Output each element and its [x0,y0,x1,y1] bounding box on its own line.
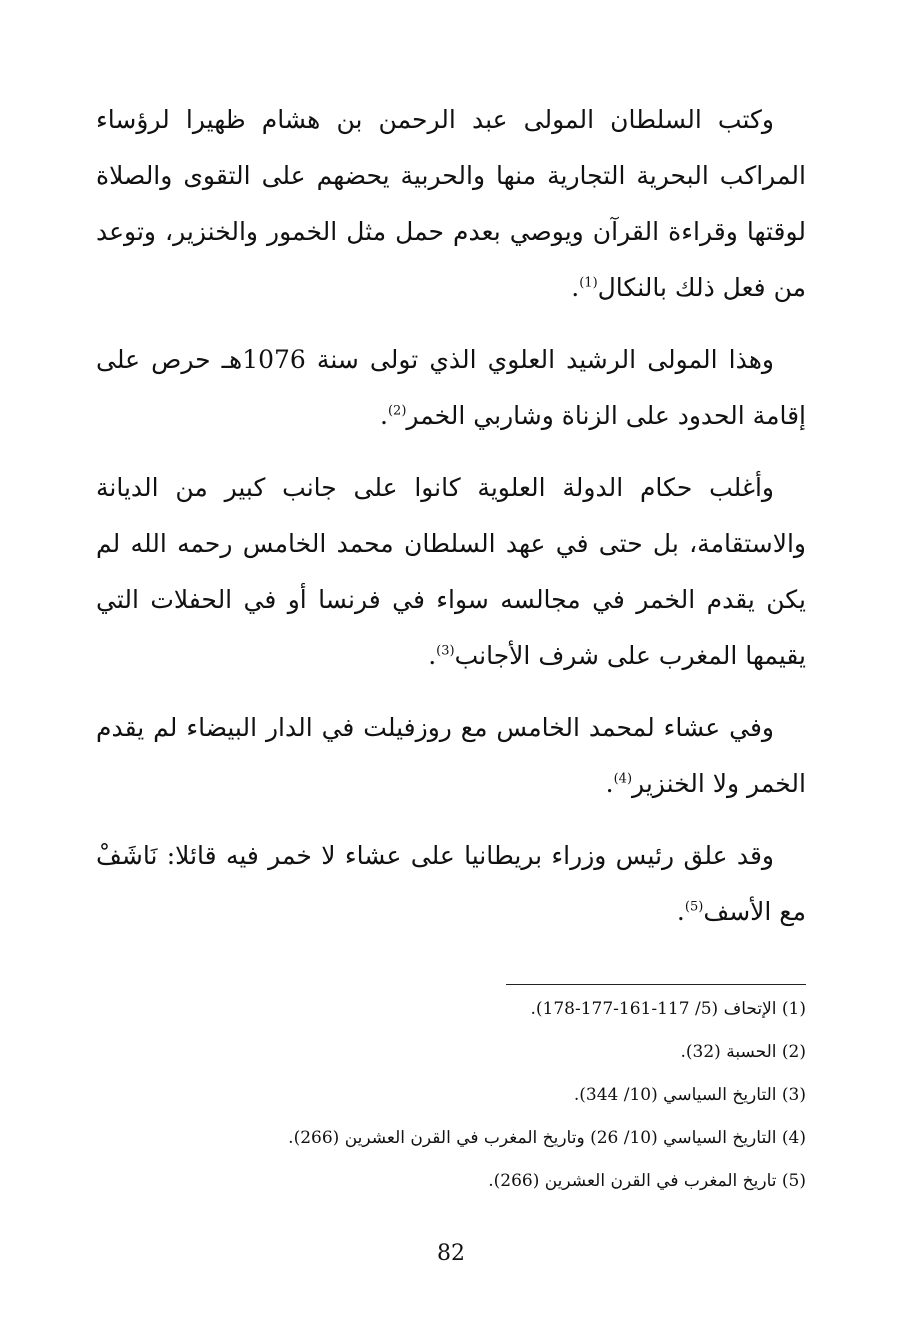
footnote-ref[interactable]: (1) [579,275,598,291]
paragraph-text: وفي عشاء لمحمد الخامس مع روزفيلت في الدار البيضاء لم يقدم الخمر ولا الخنزير [96,713,806,798]
footnotes [96,998,806,1213]
footnote-divider [506,984,806,985]
paragraph-end: . [428,641,437,670]
page-number: 82 [437,1241,465,1266]
paragraph-end: . [605,769,614,798]
paragraph [96,828,806,940]
paragraph-text: وكتب السلطان المولى عبد الرحمن بن هشام ظهيرا لرؤساء المراكب البحرية التجارية منها والحربية يحضهم على التقوى والصلاة لوقتها وقراءة القرآن ويوصي بعدم حمل مثل الخمور والخنزير، وتوعد من فعل ذلك بالنكال [96,105,806,302]
paragraph [96,700,806,812]
footnote-ref[interactable]: (5) [684,899,704,915]
footnote: (4) التاريخ السياسي (10/ 26) وتاريخ المغرب في القرن العشرين (266). [288,1128,806,1148]
footnote: (1) الإتحاف (5/ 117-161-177-178). [530,999,806,1019]
footnote: (5) تاريخ المغرب في القرن العشرين (266). [488,1171,806,1191]
paragraph-end: . [380,401,388,430]
paragraph [96,460,806,684]
paragraph-text: وقد علق رئيس وزراء بريطانيا على عشاء لا خمر فيه قائلا: نَاشَفْ مع الأسف [96,841,806,926]
footnote-ref[interactable]: (3) [436,643,455,659]
paragraph-end: . [676,897,685,926]
footnote-ref[interactable]: (2) [387,403,407,419]
main-text [96,92,806,956]
paragraph [96,92,806,316]
paragraph-text: وأغلب حكام الدولة العلوية كانوا على جانب كبير من الديانة والاستقامة، بل حتى في عهد السلطان محمد الخامس رحمه الله لم يكن يقدم الخمر في مجالسه سواء في فرنسا أو في الحفلات التي يقيمها المغرب على شرف الأجانب [96,473,806,670]
footnote-ref[interactable]: (4) [613,771,633,787]
footnote: (3) التاريخ السياسي (10/ 344). [573,1085,806,1105]
footnote: (2) الحسبة (32). [680,1042,806,1062]
paragraph [96,332,806,444]
paragraph-text: وهذا المولى الرشيد العلوي الذي تولى سنة 1076هـ حرص على إقامة الحدود على الزناة وشاربي الخمر [96,345,806,430]
paragraph-end: . [571,273,580,302]
